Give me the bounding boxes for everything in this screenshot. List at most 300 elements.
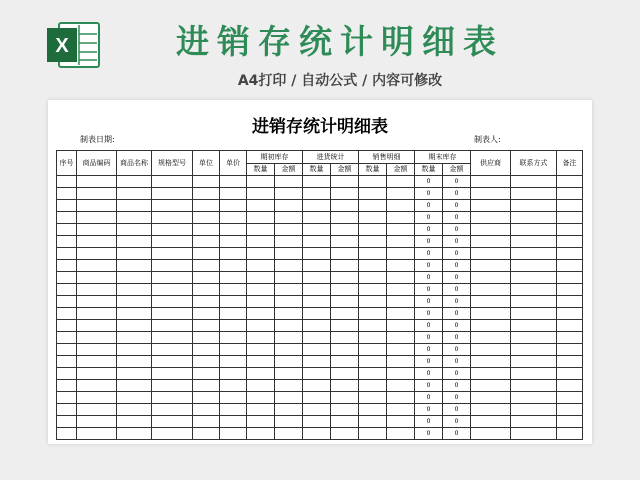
- table-cell[interactable]: [511, 380, 557, 392]
- closing-qty-cell[interactable]: 0: [415, 416, 443, 428]
- table-cell[interactable]: [303, 356, 331, 368]
- table-cell[interactable]: [275, 368, 303, 380]
- table-cell[interactable]: [359, 344, 387, 356]
- table-cell[interactable]: [275, 272, 303, 284]
- table-cell[interactable]: [77, 308, 117, 320]
- closing-amount-cell[interactable]: 0: [443, 308, 471, 320]
- table-cell[interactable]: [557, 416, 583, 428]
- table-cell[interactable]: [193, 296, 220, 308]
- table-cell[interactable]: [220, 356, 247, 368]
- table-cell[interactable]: [471, 416, 511, 428]
- table-cell[interactable]: [471, 320, 511, 332]
- table-cell[interactable]: [359, 224, 387, 236]
- table-cell[interactable]: [303, 212, 331, 224]
- table-cell[interactable]: [77, 416, 117, 428]
- table-cell[interactable]: [471, 308, 511, 320]
- closing-qty-cell[interactable]: 0: [415, 236, 443, 248]
- table-cell[interactable]: [152, 176, 193, 188]
- table-cell[interactable]: [77, 224, 117, 236]
- table-cell[interactable]: [117, 416, 152, 428]
- table-cell[interactable]: [471, 200, 511, 212]
- table-cell[interactable]: [57, 200, 77, 212]
- table-cell[interactable]: [77, 428, 117, 440]
- table-cell[interactable]: [387, 212, 415, 224]
- table-cell[interactable]: [359, 260, 387, 272]
- table-cell[interactable]: [152, 284, 193, 296]
- closing-qty-cell[interactable]: 0: [415, 284, 443, 296]
- closing-amount-cell[interactable]: 0: [443, 260, 471, 272]
- table-cell[interactable]: [247, 332, 275, 344]
- table-cell[interactable]: [331, 224, 359, 236]
- table-cell[interactable]: [557, 200, 583, 212]
- table-cell[interactable]: [193, 308, 220, 320]
- table-cell[interactable]: [359, 332, 387, 344]
- table-cell[interactable]: [387, 368, 415, 380]
- table-cell[interactable]: [557, 380, 583, 392]
- table-cell[interactable]: [247, 416, 275, 428]
- table-cell[interactable]: [57, 416, 77, 428]
- table-cell[interactable]: [303, 308, 331, 320]
- table-cell[interactable]: [193, 188, 220, 200]
- table-cell[interactable]: [331, 248, 359, 260]
- table-cell[interactable]: [359, 272, 387, 284]
- table-cell[interactable]: [387, 248, 415, 260]
- table-cell[interactable]: [471, 272, 511, 284]
- table-cell[interactable]: [77, 236, 117, 248]
- table-cell[interactable]: [247, 200, 275, 212]
- table-cell[interactable]: [57, 356, 77, 368]
- table-cell[interactable]: [511, 236, 557, 248]
- table-cell[interactable]: [57, 248, 77, 260]
- table-cell[interactable]: [247, 368, 275, 380]
- table-cell[interactable]: [303, 236, 331, 248]
- table-cell[interactable]: [77, 368, 117, 380]
- table-cell[interactable]: [387, 260, 415, 272]
- table-cell[interactable]: [77, 320, 117, 332]
- closing-qty-cell[interactable]: 0: [415, 428, 443, 440]
- closing-qty-cell[interactable]: 0: [415, 404, 443, 416]
- table-cell[interactable]: [303, 404, 331, 416]
- table-cell[interactable]: [247, 428, 275, 440]
- table-cell[interactable]: [331, 320, 359, 332]
- table-cell[interactable]: [511, 296, 557, 308]
- table-cell[interactable]: [557, 368, 583, 380]
- table-cell[interactable]: [77, 344, 117, 356]
- table-cell[interactable]: [511, 284, 557, 296]
- table-cell[interactable]: [57, 392, 77, 404]
- table-cell[interactable]: [275, 428, 303, 440]
- table-cell[interactable]: [331, 356, 359, 368]
- closing-qty-cell[interactable]: 0: [415, 368, 443, 380]
- table-cell[interactable]: [220, 380, 247, 392]
- table-cell[interactable]: [247, 308, 275, 320]
- table-cell[interactable]: [275, 320, 303, 332]
- table-cell[interactable]: [57, 344, 77, 356]
- table-cell[interactable]: [359, 320, 387, 332]
- closing-amount-cell[interactable]: 0: [443, 416, 471, 428]
- table-cell[interactable]: [77, 332, 117, 344]
- table-cell[interactable]: [247, 404, 275, 416]
- table-cell[interactable]: [275, 260, 303, 272]
- table-cell[interactable]: [152, 236, 193, 248]
- closing-amount-cell[interactable]: 0: [443, 284, 471, 296]
- table-cell[interactable]: [275, 236, 303, 248]
- table-cell[interactable]: [359, 404, 387, 416]
- table-cell[interactable]: [471, 428, 511, 440]
- table-cell[interactable]: [275, 248, 303, 260]
- table-cell[interactable]: [193, 356, 220, 368]
- table-cell[interactable]: [387, 188, 415, 200]
- table-cell[interactable]: [220, 296, 247, 308]
- table-cell[interactable]: [303, 224, 331, 236]
- closing-qty-cell[interactable]: 0: [415, 272, 443, 284]
- table-cell[interactable]: [117, 260, 152, 272]
- table-cell[interactable]: [57, 284, 77, 296]
- table-cell[interactable]: [387, 308, 415, 320]
- table-cell[interactable]: [557, 356, 583, 368]
- table-cell[interactable]: [303, 380, 331, 392]
- table-cell[interactable]: [193, 368, 220, 380]
- table-cell[interactable]: [471, 296, 511, 308]
- table-cell[interactable]: [193, 224, 220, 236]
- table-cell[interactable]: [220, 188, 247, 200]
- table-cell[interactable]: [193, 212, 220, 224]
- table-cell[interactable]: [247, 260, 275, 272]
- table-cell[interactable]: [247, 176, 275, 188]
- table-cell[interactable]: [511, 260, 557, 272]
- closing-qty-cell[interactable]: 0: [415, 212, 443, 224]
- table-cell[interactable]: [220, 248, 247, 260]
- table-cell[interactable]: [511, 308, 557, 320]
- table-cell[interactable]: [331, 236, 359, 248]
- table-cell[interactable]: [193, 200, 220, 212]
- table-cell[interactable]: [275, 224, 303, 236]
- table-cell[interactable]: [303, 248, 331, 260]
- table-cell[interactable]: [303, 200, 331, 212]
- table-cell[interactable]: [331, 308, 359, 320]
- table-cell[interactable]: [331, 200, 359, 212]
- table-cell[interactable]: [387, 320, 415, 332]
- table-cell[interactable]: [220, 320, 247, 332]
- table-cell[interactable]: [471, 284, 511, 296]
- closing-qty-cell[interactable]: 0: [415, 320, 443, 332]
- table-cell[interactable]: [77, 188, 117, 200]
- table-cell[interactable]: [117, 236, 152, 248]
- table-cell[interactable]: [152, 344, 193, 356]
- table-cell[interactable]: [511, 356, 557, 368]
- closing-amount-cell[interactable]: 0: [443, 200, 471, 212]
- table-cell[interactable]: [247, 236, 275, 248]
- table-cell[interactable]: [359, 236, 387, 248]
- table-cell[interactable]: [331, 272, 359, 284]
- table-cell[interactable]: [387, 392, 415, 404]
- table-cell[interactable]: [57, 224, 77, 236]
- table-cell[interactable]: [77, 212, 117, 224]
- table-cell[interactable]: [303, 260, 331, 272]
- table-cell[interactable]: [471, 248, 511, 260]
- table-cell[interactable]: [152, 224, 193, 236]
- table-cell[interactable]: [193, 320, 220, 332]
- table-cell[interactable]: [117, 368, 152, 380]
- table-cell[interactable]: [303, 392, 331, 404]
- table-cell[interactable]: [359, 380, 387, 392]
- table-cell[interactable]: [511, 368, 557, 380]
- table-cell[interactable]: [193, 260, 220, 272]
- table-cell[interactable]: [152, 308, 193, 320]
- table-cell[interactable]: [557, 392, 583, 404]
- table-cell[interactable]: [359, 296, 387, 308]
- table-cell[interactable]: [117, 308, 152, 320]
- table-cell[interactable]: [247, 392, 275, 404]
- table-cell[interactable]: [247, 224, 275, 236]
- table-cell[interactable]: [387, 224, 415, 236]
- closing-qty-cell[interactable]: 0: [415, 392, 443, 404]
- table-cell[interactable]: [471, 260, 511, 272]
- table-cell[interactable]: [117, 272, 152, 284]
- table-cell[interactable]: [193, 284, 220, 296]
- table-cell[interactable]: [557, 308, 583, 320]
- table-cell[interactable]: [275, 284, 303, 296]
- table-cell[interactable]: [511, 392, 557, 404]
- table-cell[interactable]: [387, 296, 415, 308]
- table-cell[interactable]: [152, 332, 193, 344]
- table-cell[interactable]: [511, 404, 557, 416]
- table-cell[interactable]: [247, 248, 275, 260]
- table-cell[interactable]: [331, 416, 359, 428]
- table-cell[interactable]: [152, 380, 193, 392]
- table-cell[interactable]: [303, 344, 331, 356]
- closing-amount-cell[interactable]: 0: [443, 176, 471, 188]
- table-cell[interactable]: [471, 176, 511, 188]
- table-cell[interactable]: [303, 188, 331, 200]
- table-cell[interactable]: [303, 332, 331, 344]
- table-cell[interactable]: [57, 260, 77, 272]
- table-cell[interactable]: [303, 272, 331, 284]
- closing-qty-cell[interactable]: 0: [415, 188, 443, 200]
- table-cell[interactable]: [387, 428, 415, 440]
- table-cell[interactable]: [387, 284, 415, 296]
- table-cell[interactable]: [220, 416, 247, 428]
- table-cell[interactable]: [359, 428, 387, 440]
- table-cell[interactable]: [303, 428, 331, 440]
- table-cell[interactable]: [220, 404, 247, 416]
- table-cell[interactable]: [193, 236, 220, 248]
- table-cell[interactable]: [359, 392, 387, 404]
- closing-amount-cell[interactable]: 0: [443, 320, 471, 332]
- table-cell[interactable]: [275, 308, 303, 320]
- table-cell[interactable]: [152, 296, 193, 308]
- table-cell[interactable]: [557, 296, 583, 308]
- table-cell[interactable]: [303, 296, 331, 308]
- closing-qty-cell[interactable]: 0: [415, 200, 443, 212]
- table-cell[interactable]: [359, 188, 387, 200]
- table-cell[interactable]: [247, 320, 275, 332]
- table-cell[interactable]: [57, 176, 77, 188]
- table-cell[interactable]: [359, 212, 387, 224]
- table-cell[interactable]: [557, 272, 583, 284]
- table-cell[interactable]: [331, 284, 359, 296]
- table-cell[interactable]: [247, 380, 275, 392]
- table-cell[interactable]: [303, 416, 331, 428]
- table-cell[interactable]: [331, 296, 359, 308]
- table-cell[interactable]: [57, 236, 77, 248]
- closing-amount-cell[interactable]: 0: [443, 332, 471, 344]
- table-cell[interactable]: [471, 188, 511, 200]
- table-cell[interactable]: [557, 428, 583, 440]
- table-cell[interactable]: [117, 404, 152, 416]
- table-cell[interactable]: [511, 224, 557, 236]
- table-cell[interactable]: [193, 344, 220, 356]
- table-cell[interactable]: [117, 332, 152, 344]
- table-cell[interactable]: [387, 416, 415, 428]
- closing-amount-cell[interactable]: 0: [443, 344, 471, 356]
- table-cell[interactable]: [220, 236, 247, 248]
- table-cell[interactable]: [359, 368, 387, 380]
- table-cell[interactable]: [471, 356, 511, 368]
- table-cell[interactable]: [57, 428, 77, 440]
- table-cell[interactable]: [152, 272, 193, 284]
- table-cell[interactable]: [359, 308, 387, 320]
- table-cell[interactable]: [303, 368, 331, 380]
- table-cell[interactable]: [117, 248, 152, 260]
- table-cell[interactable]: [117, 320, 152, 332]
- table-cell[interactable]: [57, 332, 77, 344]
- table-cell[interactable]: [275, 380, 303, 392]
- closing-qty-cell[interactable]: 0: [415, 332, 443, 344]
- table-cell[interactable]: [193, 416, 220, 428]
- table-cell[interactable]: [331, 404, 359, 416]
- table-cell[interactable]: [359, 176, 387, 188]
- table-cell[interactable]: [193, 392, 220, 404]
- table-cell[interactable]: [557, 236, 583, 248]
- table-cell[interactable]: [331, 332, 359, 344]
- table-cell[interactable]: [117, 224, 152, 236]
- table-cell[interactable]: [511, 332, 557, 344]
- table-cell[interactable]: [77, 284, 117, 296]
- table-cell[interactable]: [275, 392, 303, 404]
- table-cell[interactable]: [471, 380, 511, 392]
- table-cell[interactable]: [331, 380, 359, 392]
- closing-amount-cell[interactable]: 0: [443, 404, 471, 416]
- table-cell[interactable]: [557, 320, 583, 332]
- table-cell[interactable]: [511, 188, 557, 200]
- table-cell[interactable]: [275, 296, 303, 308]
- table-cell[interactable]: [387, 356, 415, 368]
- table-cell[interactable]: [152, 212, 193, 224]
- table-cell[interactable]: [275, 200, 303, 212]
- table-cell[interactable]: [303, 284, 331, 296]
- table-cell[interactable]: [387, 176, 415, 188]
- closing-qty-cell[interactable]: 0: [415, 260, 443, 272]
- table-cell[interactable]: [331, 188, 359, 200]
- table-cell[interactable]: [220, 224, 247, 236]
- table-cell[interactable]: [77, 380, 117, 392]
- table-cell[interactable]: [152, 248, 193, 260]
- table-cell[interactable]: [511, 344, 557, 356]
- table-cell[interactable]: [387, 272, 415, 284]
- table-cell[interactable]: [247, 356, 275, 368]
- table-cell[interactable]: [117, 392, 152, 404]
- closing-qty-cell[interactable]: 0: [415, 356, 443, 368]
- closing-amount-cell[interactable]: 0: [443, 188, 471, 200]
- table-cell[interactable]: [275, 212, 303, 224]
- table-cell[interactable]: [152, 428, 193, 440]
- closing-qty-cell[interactable]: 0: [415, 344, 443, 356]
- table-cell[interactable]: [247, 212, 275, 224]
- table-cell[interactable]: [220, 284, 247, 296]
- table-cell[interactable]: [220, 392, 247, 404]
- table-cell[interactable]: [275, 176, 303, 188]
- table-cell[interactable]: [193, 272, 220, 284]
- table-cell[interactable]: [220, 344, 247, 356]
- table-cell[interactable]: [57, 404, 77, 416]
- table-cell[interactable]: [557, 224, 583, 236]
- table-cell[interactable]: [275, 356, 303, 368]
- table-cell[interactable]: [331, 212, 359, 224]
- table-cell[interactable]: [152, 356, 193, 368]
- table-cell[interactable]: [359, 356, 387, 368]
- table-cell[interactable]: [557, 248, 583, 260]
- closing-amount-cell[interactable]: 0: [443, 224, 471, 236]
- table-cell[interactable]: [117, 176, 152, 188]
- table-cell[interactable]: [471, 212, 511, 224]
- table-cell[interactable]: [117, 428, 152, 440]
- table-cell[interactable]: [331, 344, 359, 356]
- closing-amount-cell[interactable]: 0: [443, 248, 471, 260]
- table-cell[interactable]: [511, 248, 557, 260]
- table-cell[interactable]: [247, 272, 275, 284]
- table-cell[interactable]: [387, 332, 415, 344]
- table-cell[interactable]: [117, 380, 152, 392]
- table-cell[interactable]: [117, 344, 152, 356]
- table-cell[interactable]: [511, 428, 557, 440]
- closing-amount-cell[interactable]: 0: [443, 392, 471, 404]
- table-cell[interactable]: [275, 188, 303, 200]
- table-cell[interactable]: [331, 428, 359, 440]
- table-cell[interactable]: [117, 356, 152, 368]
- table-cell[interactable]: [303, 320, 331, 332]
- table-cell[interactable]: [57, 320, 77, 332]
- table-cell[interactable]: [387, 236, 415, 248]
- table-cell[interactable]: [220, 332, 247, 344]
- table-cell[interactable]: [77, 404, 117, 416]
- table-cell[interactable]: [471, 236, 511, 248]
- table-cell[interactable]: [193, 332, 220, 344]
- closing-amount-cell[interactable]: 0: [443, 236, 471, 248]
- table-cell[interactable]: [557, 332, 583, 344]
- table-cell[interactable]: [247, 296, 275, 308]
- table-cell[interactable]: [152, 188, 193, 200]
- table-cell[interactable]: [193, 404, 220, 416]
- closing-qty-cell[interactable]: 0: [415, 224, 443, 236]
- table-cell[interactable]: [303, 176, 331, 188]
- table-cell[interactable]: [57, 296, 77, 308]
- table-cell[interactable]: [247, 344, 275, 356]
- table-cell[interactable]: [511, 200, 557, 212]
- table-cell[interactable]: [275, 332, 303, 344]
- table-cell[interactable]: [152, 260, 193, 272]
- table-cell[interactable]: [471, 368, 511, 380]
- closing-qty-cell[interactable]: 0: [415, 308, 443, 320]
- table-cell[interactable]: [220, 200, 247, 212]
- table-cell[interactable]: [557, 176, 583, 188]
- table-cell[interactable]: [275, 344, 303, 356]
- table-cell[interactable]: [511, 272, 557, 284]
- closing-amount-cell[interactable]: 0: [443, 428, 471, 440]
- table-cell[interactable]: [77, 248, 117, 260]
- table-cell[interactable]: [331, 392, 359, 404]
- table-cell[interactable]: [387, 380, 415, 392]
